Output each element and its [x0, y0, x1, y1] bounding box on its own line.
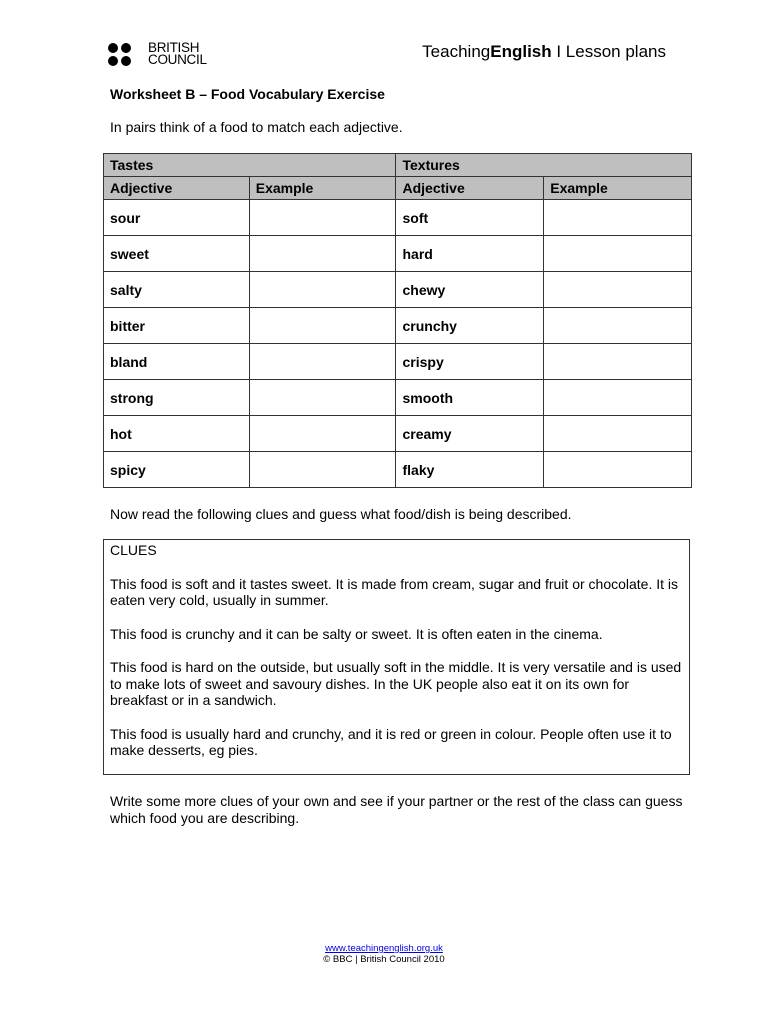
table-row — [104, 200, 692, 236]
taste-example-cell[interactable] — [249, 344, 396, 380]
logo-line-1: BRITISH — [148, 40, 200, 55]
column-header: Adjective — [396, 177, 544, 200]
write-clues-instruction: Write some more clues of your own and see if your partner or the rest of the class can guess which food you are describing. — [110, 793, 683, 826]
table-row — [104, 344, 692, 380]
clue-item: This food is usually hard and crunchy, and it is red or green in colour. People often use it to make desserts, eg pies. — [110, 725, 672, 758]
group-header-textures: Textures — [396, 154, 692, 177]
copyright-text: © BBC | British Council 2010 — [323, 954, 445, 965]
table-row — [104, 452, 692, 488]
taste-example-cell[interactable] — [249, 380, 396, 416]
logo-line-2: COUNCIL — [148, 52, 207, 67]
texture-example-cell[interactable] — [544, 272, 692, 308]
taste-example-cell[interactable] — [249, 416, 396, 452]
clue-item: This food is soft and it tastes sweet. It is made from cream, sugar and fruit or chocolate. It is eaten very cold, usually in summer. — [110, 575, 679, 608]
clue-item: This food is crunchy and it can be salty or sweet. It is often eaten in the cinema. — [110, 625, 603, 642]
column-header: Example — [249, 177, 396, 200]
taste-adjective: hot — [104, 416, 250, 452]
clue-item: This food is hard on the outside, but usually soft in the middle. It is very versatile and is used to make lots of sweet and savoury dishes. In the UK people also eat it on its own for breakfast or in a sandwich. — [110, 659, 682, 708]
taste-adjective: sour — [104, 200, 250, 236]
texture-example-cell[interactable] — [544, 200, 692, 236]
british-council-logo — [108, 42, 207, 66]
taste-example-cell[interactable] — [249, 272, 396, 308]
taste-adjective: strong — [104, 380, 250, 416]
column-header-row — [104, 177, 692, 200]
texture-adjective: hard — [396, 236, 544, 272]
group-header-tastes: Tastes — [104, 154, 396, 177]
taste-adjective: sweet — [104, 236, 250, 272]
logo-dots-icon — [108, 43, 144, 66]
clues-instruction: Now read the following clues and guess what food/dish is being described. — [110, 506, 572, 522]
brand-suffix: I Lesson plans — [551, 42, 666, 61]
website-link[interactable]: www.teachingenglish.org.uk — [325, 943, 443, 954]
texture-adjective: crunchy — [396, 308, 544, 344]
texture-example-cell[interactable] — [544, 236, 692, 272]
taste-adjective: bitter — [104, 308, 250, 344]
texture-example-cell[interactable] — [544, 452, 692, 488]
taste-example-cell[interactable] — [249, 200, 396, 236]
texture-adjective: soft — [396, 200, 544, 236]
clues-box — [103, 539, 690, 775]
teachingenglish-brand — [422, 42, 666, 62]
table-row — [104, 236, 692, 272]
texture-adjective: crispy — [396, 344, 544, 380]
texture-example-cell[interactable] — [544, 308, 692, 344]
column-header: Example — [544, 177, 692, 200]
texture-example-cell[interactable] — [544, 380, 692, 416]
texture-adjective: chewy — [396, 272, 544, 308]
column-header: Adjective — [104, 177, 250, 200]
taste-example-cell[interactable] — [249, 452, 396, 488]
texture-adjective: flaky — [396, 452, 544, 488]
taste-adjective: bland — [104, 344, 250, 380]
taste-adjective: salty — [104, 272, 250, 308]
worksheet-title: Worksheet B – Food Vocabulary Exercise — [110, 86, 385, 102]
taste-adjective: spicy — [104, 452, 250, 488]
intro-instruction: In pairs think of a food to match each adjective. — [110, 119, 403, 135]
clues-title: CLUES — [110, 542, 157, 558]
page-footer — [0, 943, 768, 965]
texture-adjective: creamy — [396, 416, 544, 452]
brand-bold: English — [490, 42, 552, 61]
group-header-row — [104, 154, 692, 177]
table-row — [104, 308, 692, 344]
table-row — [104, 416, 692, 452]
taste-example-cell[interactable] — [249, 308, 396, 344]
table-row — [104, 380, 692, 416]
vocabulary-table — [103, 153, 692, 488]
table-row — [104, 272, 692, 308]
texture-example-cell[interactable] — [544, 344, 692, 380]
texture-example-cell[interactable] — [544, 416, 692, 452]
taste-example-cell[interactable] — [249, 236, 396, 272]
brand-prefix: Teaching — [422, 42, 491, 61]
texture-adjective: smooth — [396, 380, 544, 416]
logo-text — [148, 42, 207, 66]
